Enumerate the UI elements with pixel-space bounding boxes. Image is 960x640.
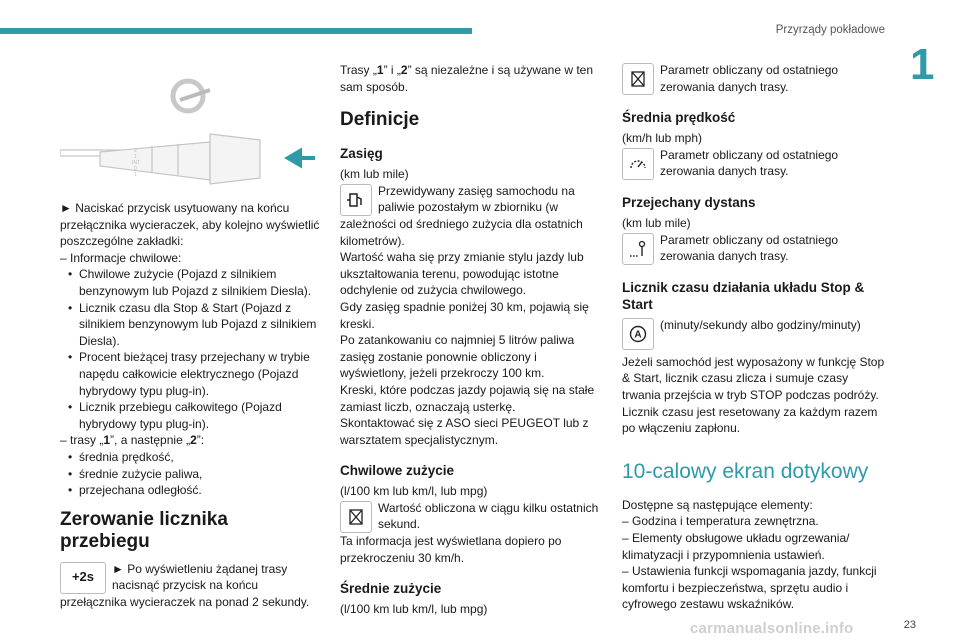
range-title: Zasięg bbox=[340, 146, 383, 162]
definitions-title: Definicje bbox=[340, 109, 420, 131]
speed-icon-text: Parametr obliczany od ostatniego zerowania danych trasy. bbox=[660, 147, 839, 179]
dash-trips-c: ”, a następnie „ bbox=[110, 433, 191, 448]
dash-trips-d: 2 bbox=[190, 433, 197, 448]
watermark: carmanualsonline.info bbox=[690, 620, 854, 637]
average-consumption-title: Średnie zużycie bbox=[340, 581, 442, 597]
trips-paragraph bbox=[340, 62, 605, 95]
trips-d: 2 bbox=[400, 63, 408, 77]
dash-trips-e: ”: bbox=[196, 433, 205, 448]
stop-start-icon-text: (minuty/sekundy albo godziny/minuty) bbox=[660, 317, 861, 332]
distance-icon-text: Parametr obliczany od ostatniego zerowania danych trasy. bbox=[660, 232, 839, 264]
info-list-item: • Chwilowe zużycie (Pojazd z silnikiem benzynowym lub Pojazd z silnikiem Diesla). bbox=[68, 266, 322, 299]
average-icon-text: Parametr obliczany od ostatniego zerowania danych trasy. bbox=[660, 63, 839, 94]
instant-icon-text: Wartość obliczona w ciągu kilku ostatnich sekund. bbox=[378, 500, 599, 532]
speed-block bbox=[622, 147, 887, 180]
stalk-label-2: INT bbox=[132, 160, 141, 166]
reset-section-title: Zerowanie licznika przebiegu bbox=[60, 508, 228, 552]
column-left bbox=[60, 200, 322, 610]
range-icon-text: Przewidywany zasięg samochodu na paliwie pozostałym w zbiorniku (w zależności od średniego zużycia dla ostatnich kilometrów). bbox=[340, 183, 583, 248]
info-list-item: • Licznik czasu dla Stop & Start (Pojazd z silnikiem benzynowym lub Pojazd z silnikiem Diesla). bbox=[68, 300, 322, 350]
stalk-label-0: 2 bbox=[134, 148, 137, 154]
touchscreen-intro: Dostępne są następujące elementy: bbox=[622, 497, 813, 512]
trips-b: 1 bbox=[376, 63, 384, 77]
stalk-label-1: 1 bbox=[134, 154, 137, 160]
header-title: Przyrządy pokładowe bbox=[775, 24, 885, 36]
fuel-gauge-icon bbox=[340, 501, 372, 533]
range-paragraph: Po zatankowaniu co najmniej 5 litrów paliwa zasięg zostanie ponownie obliczony i wyświetlony, jeżeli przekroczy 100 km. bbox=[340, 333, 575, 381]
stalk-label-4: 1 bbox=[134, 172, 137, 178]
touchscreen-item: – Godzina i temperatura zewnętrzna. bbox=[622, 514, 819, 529]
average-speed-title: Średnia prędkość bbox=[622, 110, 736, 126]
column-right bbox=[622, 62, 887, 613]
fuel-pump-icon bbox=[340, 184, 372, 216]
instant-consumption-unit: (l/100 km lub km/l, lub mpg) bbox=[340, 484, 488, 499]
wiper-stalk-icon bbox=[60, 134, 260, 184]
stop-start-paragraph: Licznik czasu jest resetowany za każdym razem po włączeniu zapłonu. bbox=[622, 404, 878, 436]
instant-consumption-title: Chwilowe zużycie bbox=[340, 463, 455, 479]
trip-list-item: • przejechana odległość. bbox=[68, 482, 322, 499]
average-consumption-unit: (l/100 km lub km/l, lub mpg) bbox=[340, 602, 488, 617]
trip-list-item: • średnia prędkość, bbox=[68, 449, 322, 466]
trips-e: ” są niezależne i są używane w ten sam sposób. bbox=[340, 63, 594, 94]
distance-title: Przejechany dystans bbox=[622, 194, 756, 210]
range-paragraph: Kreski, które podczas jazdy pojawią się na stałe zamiast liczb, oznaczają usterkę. bbox=[340, 382, 595, 414]
range-paragraph: Wartość waha się przy zmianie stylu jazdy lub ukształtowania terenu, powodując istotne odchylenie od zużycia chwilowego. bbox=[340, 250, 584, 298]
info-list bbox=[60, 266, 322, 432]
touchscreen-item: – Elementy obsługowe układu ogrzewania/ klimatyzacji i przypomnienia ustawień. bbox=[622, 530, 850, 562]
chapter-number: 1 bbox=[910, 40, 935, 89]
page-number: 23 bbox=[903, 619, 916, 631]
instant-block bbox=[340, 500, 605, 533]
fuel-gauge-icon bbox=[622, 63, 654, 95]
stop-start-title: Licznik czasu działania układu Stop & Start bbox=[622, 279, 865, 312]
header-accent-bar bbox=[0, 28, 472, 34]
range-paragraph: Gdy zasięg spadnie poniżej 30 km, pojawią się kreski. bbox=[340, 299, 589, 331]
info-list-item: • Procent bieżącej trasy przejechany w trybie napędu całkowicie elektrycznego (Pojazd hybrydowy typu plug-in). bbox=[68, 349, 322, 399]
touchscreen-title: 10-calowy ekran dotykowy bbox=[622, 459, 869, 483]
distance-pin-icon bbox=[622, 233, 654, 265]
trips-a: Trasy „ bbox=[340, 63, 377, 77]
range-unit: (km lub mile) bbox=[340, 167, 409, 182]
distance-unit: (km lub mile) bbox=[622, 215, 691, 230]
intro-paragraph: ► Naciskać przycisk usytuowany na końcu przełącznika wycieraczek, aby kolejno wyświetlić poszczególne zakładki: bbox=[60, 201, 320, 249]
speedometer-icon bbox=[622, 148, 654, 180]
dash-trips-b: 1 bbox=[103, 433, 111, 448]
stop-start-paragraph: Jeżeli samochód jest wyposażony w funkcję Stop & Start, licznik czasu zlicza i sumuje czasy trwania przejścia w tryb STOP podczas podróży. bbox=[622, 354, 885, 402]
stop-start-block bbox=[622, 317, 887, 350]
range-paragraph: Skontaktować się z ASO sieci PEUGEOT lub z warsztatem specjalistycznym. bbox=[340, 416, 589, 447]
instant-paragraph: Ta informacja jest wyświetlana dopiero po przekroczeniu 30 km/h. bbox=[340, 534, 562, 565]
stalk-label-3: 0 bbox=[134, 166, 137, 172]
dash-item-trips bbox=[60, 432, 322, 449]
distance-block bbox=[622, 232, 887, 265]
dash-trips-a: – trasy „ bbox=[60, 433, 104, 448]
svg-text:A: A bbox=[634, 329, 642, 341]
trip-list-item: • średnie zużycie paliwa, bbox=[68, 466, 322, 483]
stop-start-icon bbox=[622, 318, 654, 350]
arrow-left-icon bbox=[288, 151, 315, 165]
reset-text: ► Po wyświetleniu żądanej trasy nacisnąć przycisk na końcu przełącznika wycieraczek na ponad 2 sekundy. bbox=[60, 561, 310, 609]
steering-wheel-icon bbox=[173, 81, 210, 111]
trips-c: ” i „ bbox=[383, 63, 401, 77]
average-block bbox=[622, 62, 887, 95]
hold-2s-icon: +2s bbox=[60, 562, 106, 594]
trip-list bbox=[60, 449, 322, 499]
average-speed-unit: (km/h lub mph) bbox=[622, 131, 703, 146]
info-list-item: • Licznik przebiegu całkowitego (Pojazd hybrydowy typu plug-in). bbox=[68, 399, 322, 432]
touchscreen-item: – Ustawienia funkcji wspomagania jazdy, funkcji komfortu i bezpieczeństwa, sprzętu audio i cyfrowego zestawu wskaźników. bbox=[622, 564, 877, 612]
column-middle bbox=[340, 62, 605, 618]
reset-instruction bbox=[60, 561, 322, 611]
dash-item-info: – Informacje chwilowe: bbox=[60, 250, 182, 265]
wiper-stalk-illustration bbox=[60, 70, 325, 190]
range-block bbox=[340, 183, 605, 249]
